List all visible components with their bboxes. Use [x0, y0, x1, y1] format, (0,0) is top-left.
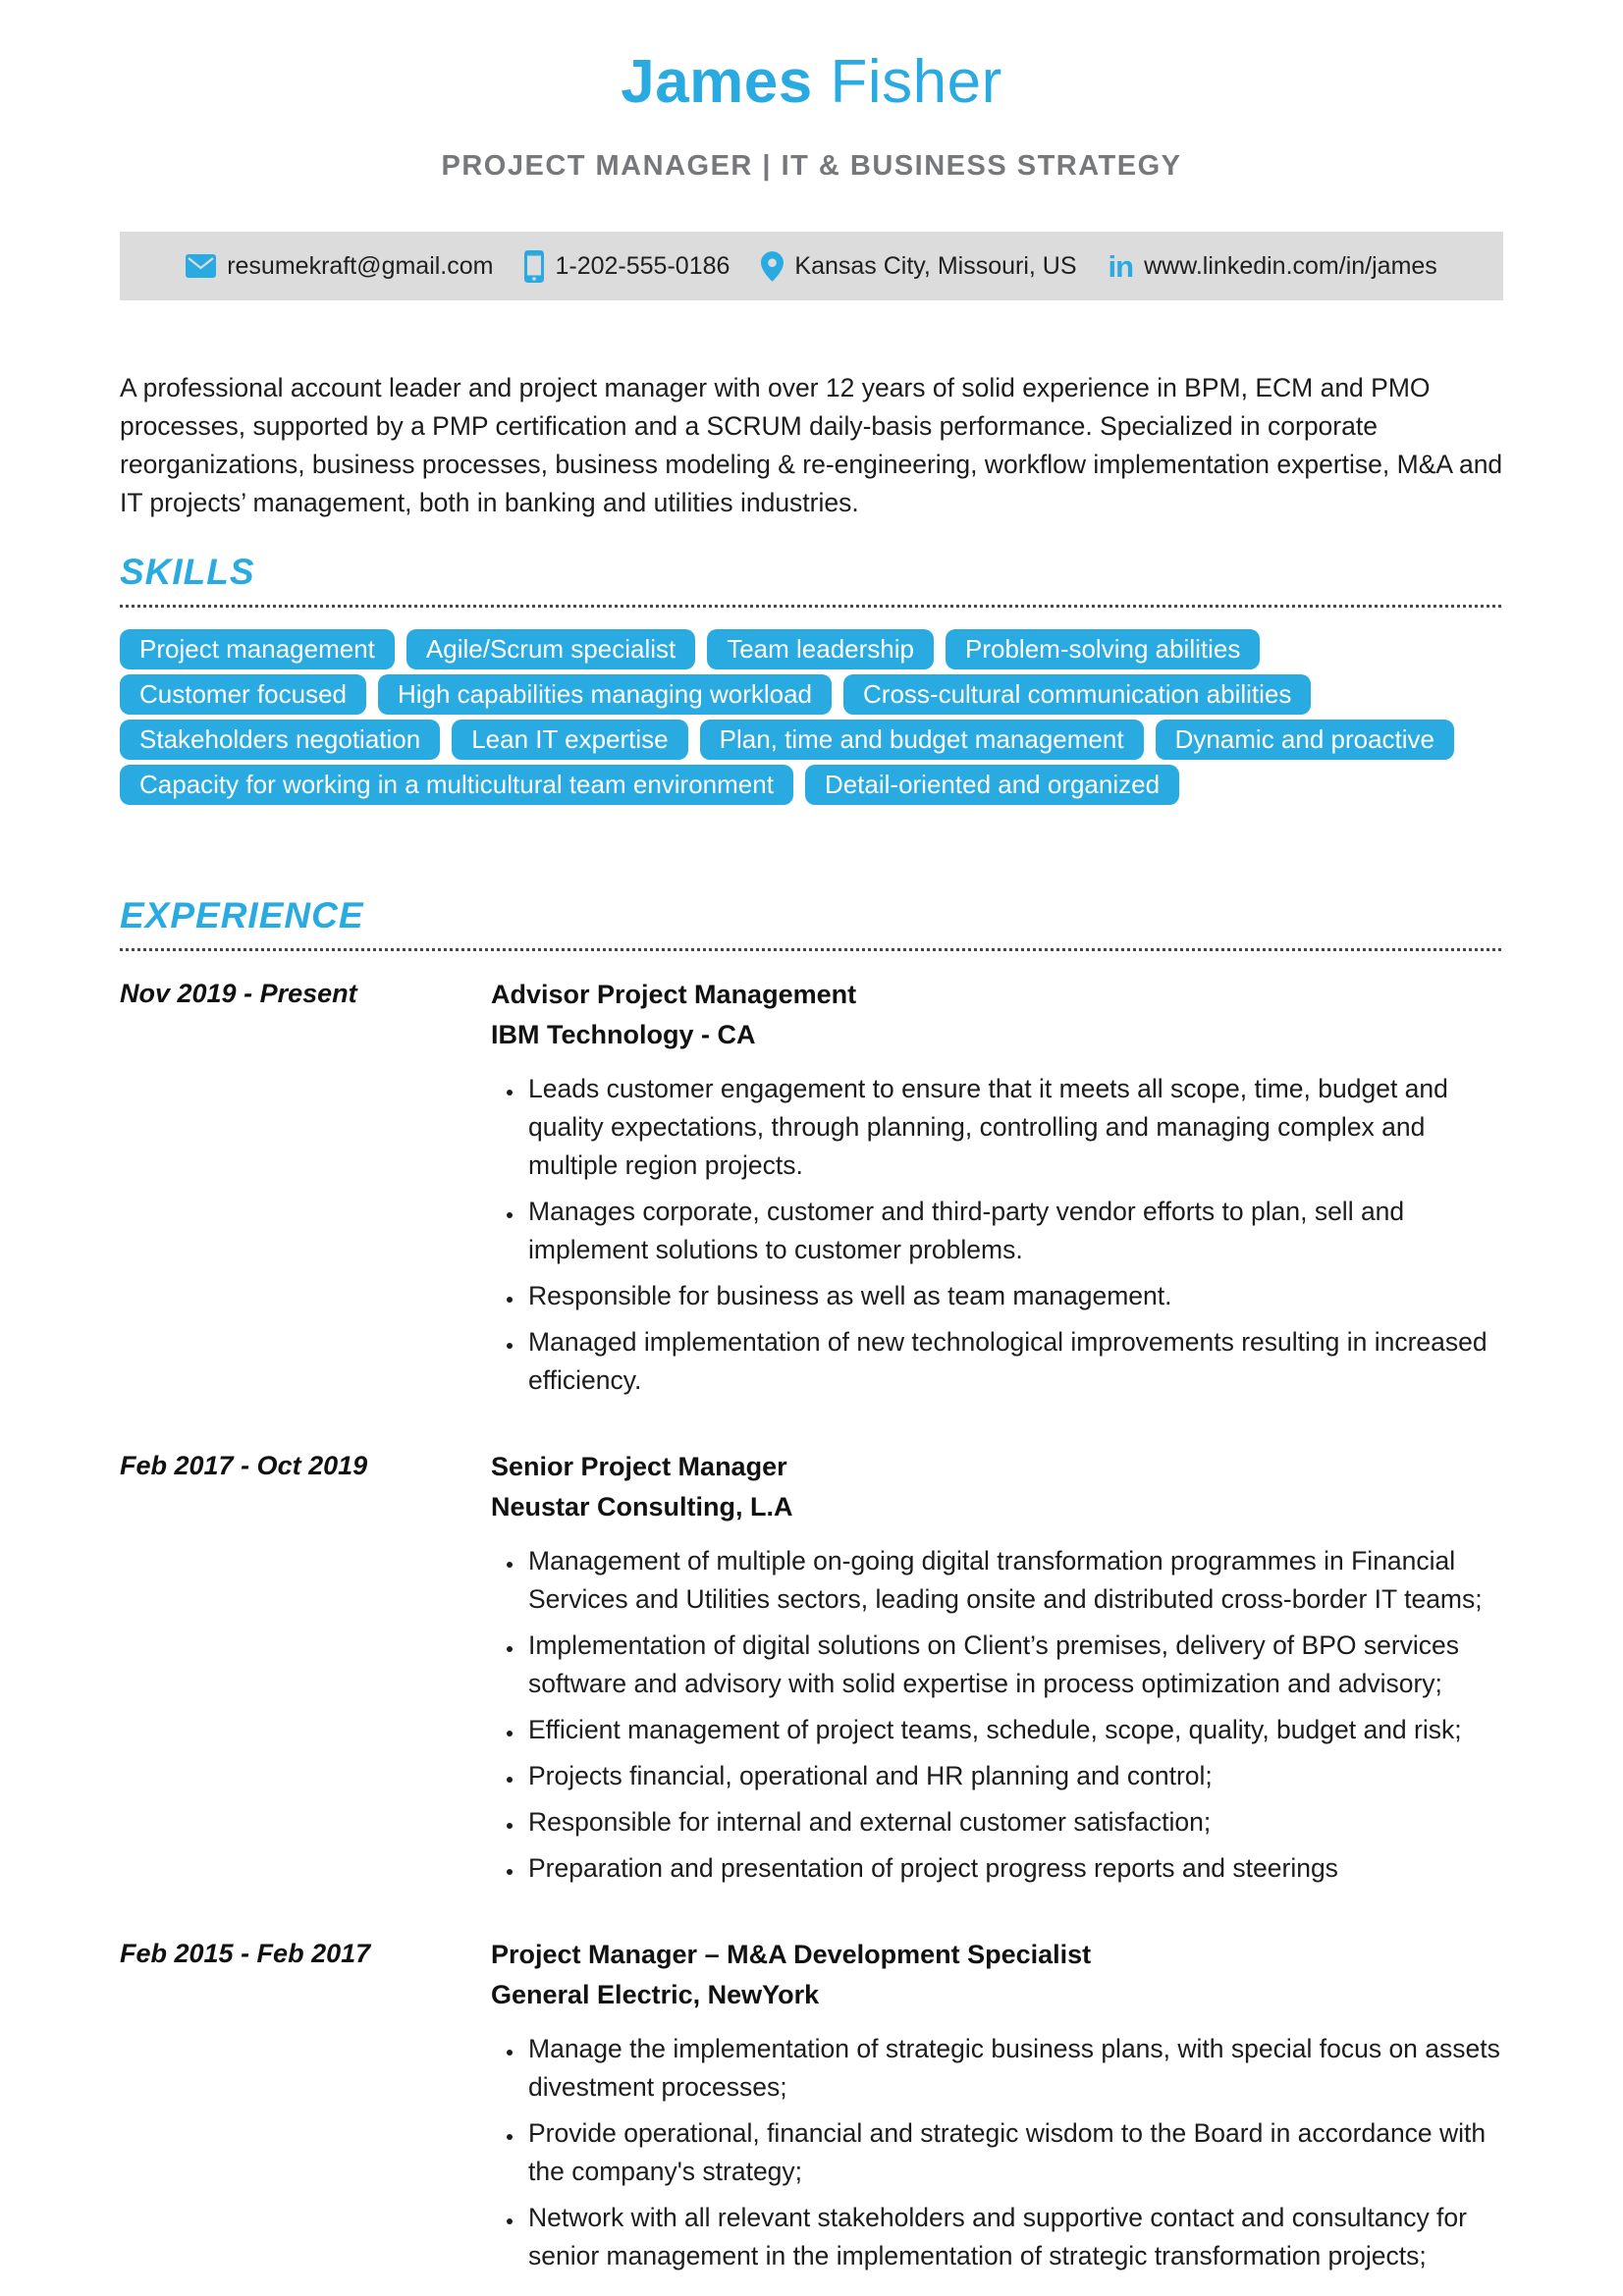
experience-section [120, 895, 1503, 2283]
job-title: Project Manager – M&A Development Specialist [491, 1940, 1092, 1969]
job-company: Neustar Consulting, L.A [491, 1492, 793, 1522]
contact-email [186, 252, 493, 281]
contact-location [761, 251, 1076, 282]
job-bullet: • Preparation and presentation of project progress reports and steerings [524, 1849, 1503, 1888]
skill-pill: High capabilities managing workload [378, 674, 832, 715]
job-bullet: • Network with all relevant stakeholders and supportive contact and consultancy for senior management in the implementation of strategic transformation projects; [524, 2199, 1503, 2275]
job-bullet: • Leads customer engagement to ensure that it meets all scope, time, budget and quality expectations, through planning, controlling and managing complex and multiple region projects. [524, 1070, 1503, 1185]
job-bullet: • Projects financial, operational and HR planning and control; [524, 1757, 1503, 1795]
job-bullet: • Provide operational, financial and strategic wisdom to the Board in accordance with the company's strategy; [524, 2114, 1503, 2191]
job-details [491, 1447, 1503, 1896]
job-dates: Feb 2017 - Oct 2019 [120, 1451, 368, 1480]
skill-pill: Project management [120, 629, 395, 669]
job-entry [120, 975, 1503, 1408]
job-company: IBM Technology - CA [491, 1020, 756, 1049]
skill-pill: Cross-cultural communication abilities [843, 674, 1311, 715]
skill-pill: Detail-oriented and organized [805, 765, 1179, 805]
skills-heading: SKILLS [120, 552, 255, 592]
contact-phone [524, 250, 730, 283]
job-title: Advisor Project Management [491, 980, 857, 1009]
candidate-last-name: Fisher [830, 48, 1002, 116]
job-bullet: • Manages corporate, customer and third-party vendor efforts to plan, sell and implement solutions to customer problems. [524, 1193, 1503, 1269]
skill-pill: Plan, time and budget management [700, 720, 1144, 760]
experience-heading: EXPERIENCE [120, 895, 364, 935]
job-bullet: • Manage the implementation of strategic business plans, with special focus on assets divestment processes; [524, 2030, 1503, 2107]
skill-pill: Agile/Scrum specialist [406, 629, 695, 669]
job-company: General Electric, NewYork [491, 1980, 820, 2009]
skills-divider [120, 605, 1503, 608]
experience-divider [120, 948, 1503, 951]
job-bullet-list [491, 1542, 1503, 1888]
linkedin-icon: in [1108, 248, 1134, 284]
contact-email-text: resumekraft@gmail.com [227, 251, 494, 280]
job-dates: Nov 2019 - Present [120, 979, 357, 1008]
job-details [491, 975, 1503, 1408]
job-entry [120, 1935, 1503, 2283]
job-details [491, 1935, 1503, 2283]
contact-location-text: Kansas City, Missouri, US [794, 251, 1077, 280]
candidate-name [120, 47, 1503, 117]
skills-section [120, 552, 1503, 805]
job-bullet: • Implementation of digital solutions on Client’s premises, delivery of BPO services software and advisory with solid expertise in process optimization and advisory; [524, 1627, 1503, 1703]
contact-phone-text: 1-202-555-0186 [555, 251, 730, 280]
skills-list [120, 629, 1503, 805]
skill-pill: Team leadership [707, 629, 934, 669]
skill-pill: Customer focused [120, 674, 366, 715]
job-title: Senior Project Manager [491, 1452, 787, 1481]
contact-bar [120, 232, 1503, 300]
location-pin-icon [761, 251, 784, 282]
job-dates: Feb 2015 - Feb 2017 [120, 1939, 371, 1968]
candidate-first-name: James [621, 48, 813, 116]
skill-pill: Dynamic and proactive [1156, 720, 1454, 760]
skill-pill: Capacity for working in a multicultural team environment [120, 765, 793, 805]
job-bullet: • Responsible for internal and external customer satisfaction; [524, 1803, 1503, 1842]
job-bullet-list [491, 2030, 1503, 2275]
skill-pill: Stakeholders negotiation [120, 720, 440, 760]
skill-pill: Problem-solving abilities [946, 629, 1260, 669]
job-entry [120, 1447, 1503, 1896]
candidate-job-title: PROJECT MANAGER | IT & BUSINESS STRATEGY [441, 150, 1182, 182]
contact-linkedin-text: www.linkedin.com/in/james [1144, 251, 1437, 280]
contact-linkedin [1108, 248, 1437, 284]
phone-icon [524, 250, 544, 283]
job-bullet: • Efficient management of project teams, schedule, scope, quality, budget and risk; [524, 1711, 1503, 1749]
envelope-icon [186, 254, 216, 278]
job-bullet-list [491, 1070, 1503, 1400]
job-bullet: • Responsible for business as well as team management. [524, 1277, 1503, 1315]
professional-summary: A professional account leader and project manager with over 12 years of solid experience in BPM, ECM and PMO processes, supported by a PMP certification and a SCRUM daily-basis performance. Specialized in corporate reorganizations, business processes, business modeling & re-engineering, workflow implementation expertise, M&A and IT projects’ management, both in banking and utilities industries. [120, 373, 1503, 517]
job-list [120, 975, 1503, 2283]
job-bullet: • Management of multiple on-going digital transformation programmes in Financial Services and Utilities sectors, leading onsite and distributed cross-border IT teams; [524, 1542, 1503, 1619]
skill-pill: Lean IT expertise [452, 720, 687, 760]
job-bullet: • Managed implementation of new technological improvements resulting in increased efficiency. [524, 1323, 1503, 1400]
